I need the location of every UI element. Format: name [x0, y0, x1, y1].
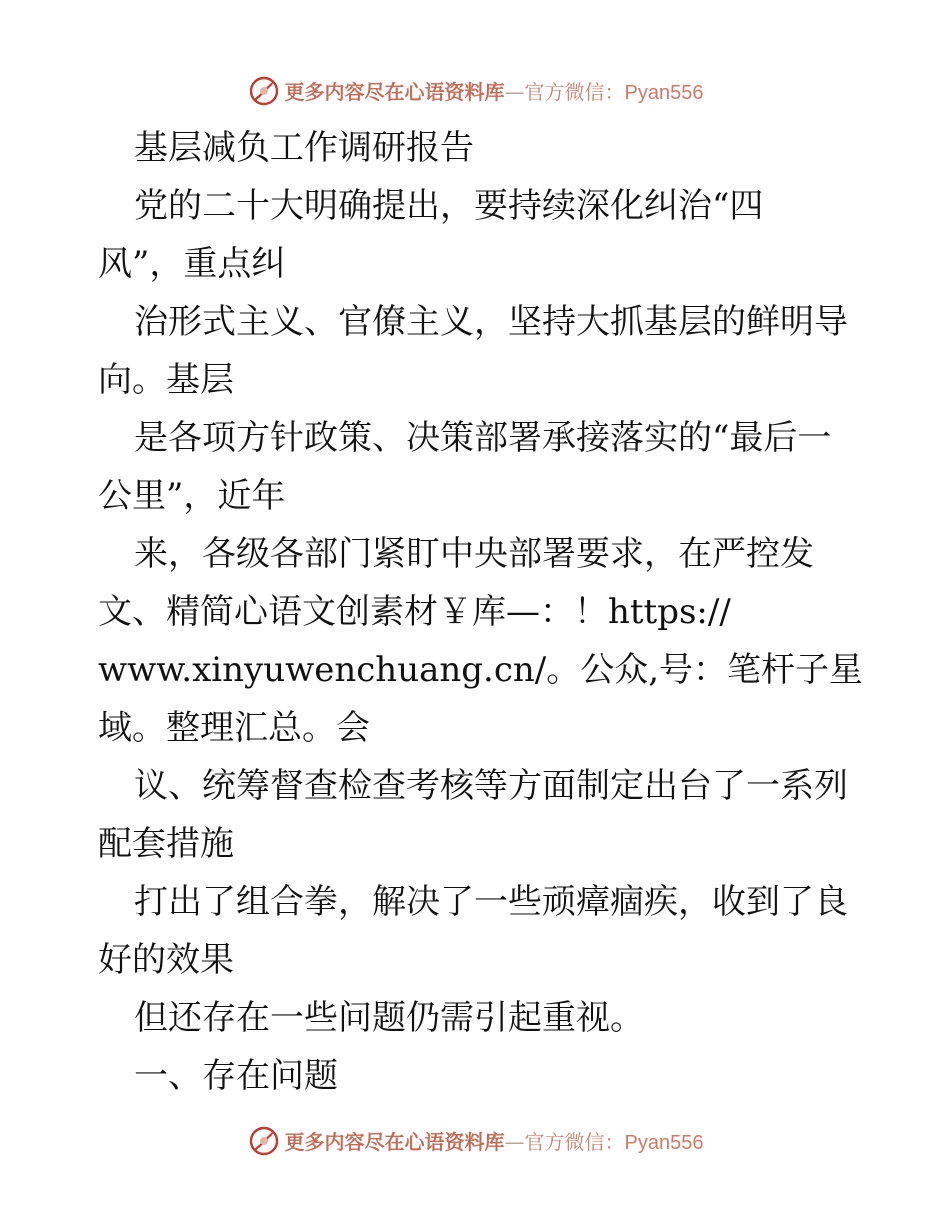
- paragraph-line: 文、精简心语文创素材￥库—：！https://: [98, 592, 731, 632]
- paragraph-line: 来，各级各部门紧盯中央部署要求，在严控发: [134, 534, 814, 574]
- paragraph-line: 打出了组合拳，解决了一些顽瘴痼疾，收到了良: [134, 882, 848, 922]
- watermark-main-text: 更多内容尽在心语资料库: [284, 79, 505, 104]
- quill-logo-icon: [247, 73, 281, 107]
- section-heading: 一、存在问题: [134, 1056, 338, 1096]
- footer-watermark: [0, 1120, 950, 1160]
- watermark-wechat-id: Pyan556: [624, 81, 704, 104]
- watermark-official-label: 官方微信：: [524, 1129, 625, 1154]
- watermark-separator: —: [504, 79, 525, 104]
- paragraph-line: 好的效果: [98, 940, 234, 980]
- paragraph-line: 域。整理汇总。会: [98, 708, 370, 748]
- watermark-separator: —: [504, 1129, 525, 1154]
- watermark-official-label: 官方微信：: [524, 79, 625, 104]
- header-watermark: [0, 70, 950, 110]
- paragraph-line: 是各项方针政策、决策部署承接落实的“最后一: [134, 418, 832, 458]
- document-title: 基层减负工作调研报告: [134, 128, 474, 168]
- paragraph-line: 但还存在一些问题仍需引起重视。: [134, 998, 644, 1038]
- paragraph-line: www.xinyuwenchuang.cn/。公众,号：笔杆子星: [98, 650, 864, 690]
- paragraph-line: 党的二十大明确提出，要持续深化纠治“四: [134, 186, 764, 226]
- paragraph-line: 议、统筹督查检查考核等方面制定出台了一系列: [134, 766, 848, 806]
- paragraph-line: 风”，重点纠: [98, 244, 286, 284]
- watermark-wechat-id: Pyan556: [624, 1131, 704, 1154]
- paragraph-line: 配套措施: [98, 824, 234, 864]
- paragraph-line: 向。基层: [98, 360, 234, 400]
- paragraph-line: 治形式主义、官僚主义，坚持大抓基层的鲜明导: [134, 302, 848, 342]
- watermark-main-text: 更多内容尽在心语资料库: [284, 1129, 505, 1154]
- paragraph-line: 公里”，近年: [98, 476, 286, 516]
- quill-logo-icon: [247, 1123, 281, 1157]
